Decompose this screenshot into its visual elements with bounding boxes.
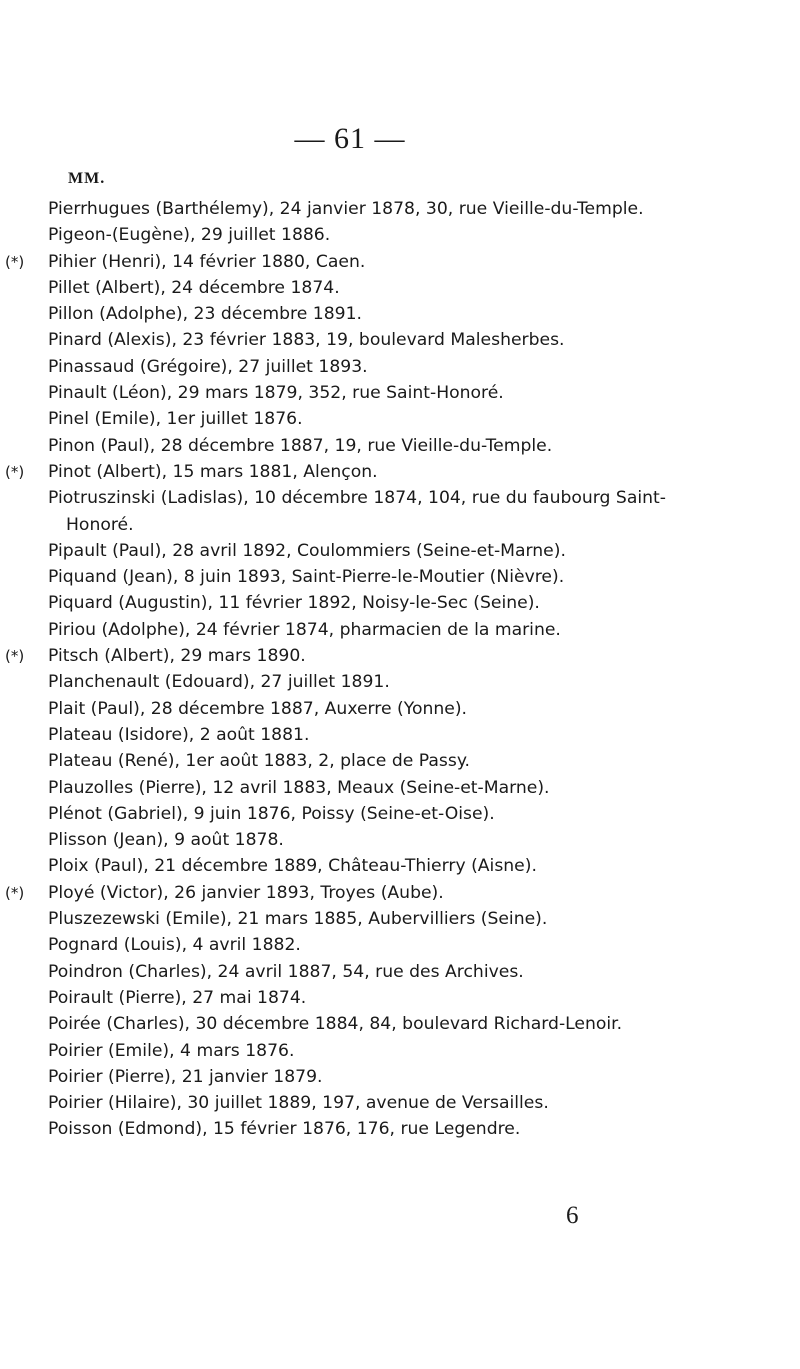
entry-text: Poirée (Charles), 30 décembre 1884, 84, boulevard Richard-Lenoir. bbox=[48, 1014, 623, 1035]
entry-text: Poisson (Edmond), 15 février 1876, 176, rue Legendre. bbox=[48, 1119, 521, 1140]
entry-text: Planchenault (Edouard), 27 juillet 1891. bbox=[48, 672, 390, 693]
list-item bbox=[48, 617, 688, 643]
list-item bbox=[48, 327, 688, 353]
list-item bbox=[48, 932, 688, 958]
list-item bbox=[48, 669, 688, 695]
entry-text: Pigeon-(Eugène), 29 juillet 1886. bbox=[48, 225, 331, 246]
list-item bbox=[48, 696, 688, 722]
entry-text: Poindron (Charles), 24 avril 1887, 54, rue des Archives. bbox=[48, 961, 524, 982]
entry-text: Ployé (Victor), 26 janvier 1893, Troyes (Aube). bbox=[48, 882, 444, 903]
entry-text: Pillon (Adolphe), 23 décembre 1891. bbox=[48, 304, 362, 325]
list-item bbox=[48, 1116, 688, 1142]
page-number: — 61 — bbox=[294, 122, 406, 155]
entry-text: Pinel (Emile), 1er juillet 1876. bbox=[48, 409, 303, 430]
list-item bbox=[48, 564, 688, 590]
list-item bbox=[5, 249, 688, 275]
deceased-marker: (*) bbox=[5, 252, 25, 271]
entry-text: Plateau (Isidore), 2 août 1881. bbox=[48, 724, 310, 745]
salutation-heading: MM. bbox=[68, 170, 106, 187]
list-item bbox=[48, 722, 688, 748]
entry-text: Piriou (Adolphe), 24 février 1874, pharmacien de la marine. bbox=[48, 619, 561, 640]
list-item bbox=[48, 1090, 688, 1116]
entry-text: Piotruszinski (Ladislas), 10 décembre 1874, 104, rue du faubourg Saint-Honoré. bbox=[48, 488, 666, 535]
list-item bbox=[48, 196, 688, 222]
entry-text: Plateau (René), 1er août 1883, 2, place de Passy. bbox=[48, 751, 471, 772]
entry-text: Plait (Paul), 28 décembre 1887, Auxerre (Yonne). bbox=[48, 698, 467, 719]
list-item bbox=[5, 643, 688, 669]
list-item bbox=[48, 1038, 688, 1064]
deceased-marker: (*) bbox=[5, 462, 25, 481]
deceased-marker: (*) bbox=[5, 647, 25, 666]
list-item bbox=[48, 1011, 688, 1037]
list-item bbox=[48, 985, 688, 1011]
entry-text: Poirier (Pierre), 21 janvier 1879. bbox=[48, 1066, 323, 1087]
list-item bbox=[48, 906, 688, 932]
entry-text: Piquand (Jean), 8 juin 1893, Saint-Pierre-le-Moutier (Nièvre). bbox=[48, 567, 565, 588]
member-list bbox=[5, 196, 688, 1143]
entry-text: Piquard (Augustin), 11 février 1892, Noisy-le-Sec (Seine). bbox=[48, 593, 540, 614]
list-item bbox=[5, 459, 688, 485]
list-item bbox=[5, 880, 688, 906]
list-item bbox=[48, 354, 688, 380]
entry-text: Pihier (Henri), 14 février 1880, Caen. bbox=[48, 251, 366, 272]
entry-text: Pinassaud (Grégoire), 27 juillet 1893. bbox=[48, 356, 368, 377]
list-item bbox=[48, 959, 688, 985]
list-item bbox=[48, 775, 688, 801]
list-item bbox=[48, 485, 688, 538]
list-item bbox=[48, 1064, 688, 1090]
entry-text: Pinault (Léon), 29 mars 1879, 352, rue Saint-Honoré. bbox=[48, 383, 504, 404]
list-item bbox=[48, 748, 688, 774]
entry-text: Poirier (Hilaire), 30 juillet 1889, 197, avenue de Versailles. bbox=[48, 1093, 549, 1114]
entry-text: Pinon (Paul), 28 décembre 1887, 19, rue Vieille-du-Temple. bbox=[48, 435, 553, 456]
list-item bbox=[48, 590, 688, 616]
list-item bbox=[48, 406, 688, 432]
entry-text: Pognard (Louis), 4 avril 1882. bbox=[48, 935, 301, 956]
list-item bbox=[48, 275, 688, 301]
list-item bbox=[48, 853, 688, 879]
entry-text: Pitsch (Albert), 29 mars 1890. bbox=[48, 646, 306, 667]
entry-text: Pinard (Alexis), 23 février 1883, 19, boulevard Malesherbes. bbox=[48, 330, 565, 351]
entry-text: Ploix (Paul), 21 décembre 1889, Château-Thierry (Aisne). bbox=[48, 856, 537, 877]
entry-text: Pinot (Albert), 15 mars 1881, Alençon. bbox=[48, 461, 378, 482]
list-item bbox=[48, 538, 688, 564]
list-item bbox=[48, 301, 688, 327]
deceased-marker: (*) bbox=[5, 883, 25, 902]
entry-text: Plisson (Jean), 9 août 1878. bbox=[48, 830, 284, 851]
list-item bbox=[48, 222, 688, 248]
entry-text: Plénot (Gabriel), 9 juin 1876, Poissy (Seine-et-Oise). bbox=[48, 803, 495, 824]
entry-text: Pluszezewski (Emile), 21 mars 1885, Aubervilliers (Seine). bbox=[48, 909, 548, 930]
entry-text: Pipault (Paul), 28 avril 1892, Coulommiers (Seine-et-Marne). bbox=[48, 540, 566, 561]
entry-text: Poirault (Pierre), 27 mai 1874. bbox=[48, 987, 307, 1008]
list-item bbox=[48, 433, 688, 459]
entry-text: Pillet (Albert), 24 décembre 1874. bbox=[48, 277, 340, 298]
entry-text: Poirier (Emile), 4 mars 1876. bbox=[48, 1040, 295, 1061]
entry-text: Plauzolles (Pierre), 12 avril 1883, Meaux (Seine-et-Marne). bbox=[48, 777, 550, 798]
entry-text: Pierrhugues (Barthélemy), 24 janvier 1878, 30, rue Vieille-du-Temple. bbox=[48, 199, 644, 219]
list-item bbox=[48, 801, 688, 827]
signature-mark: 6 bbox=[566, 1202, 579, 1229]
list-item bbox=[48, 827, 688, 853]
list-item bbox=[48, 380, 688, 406]
